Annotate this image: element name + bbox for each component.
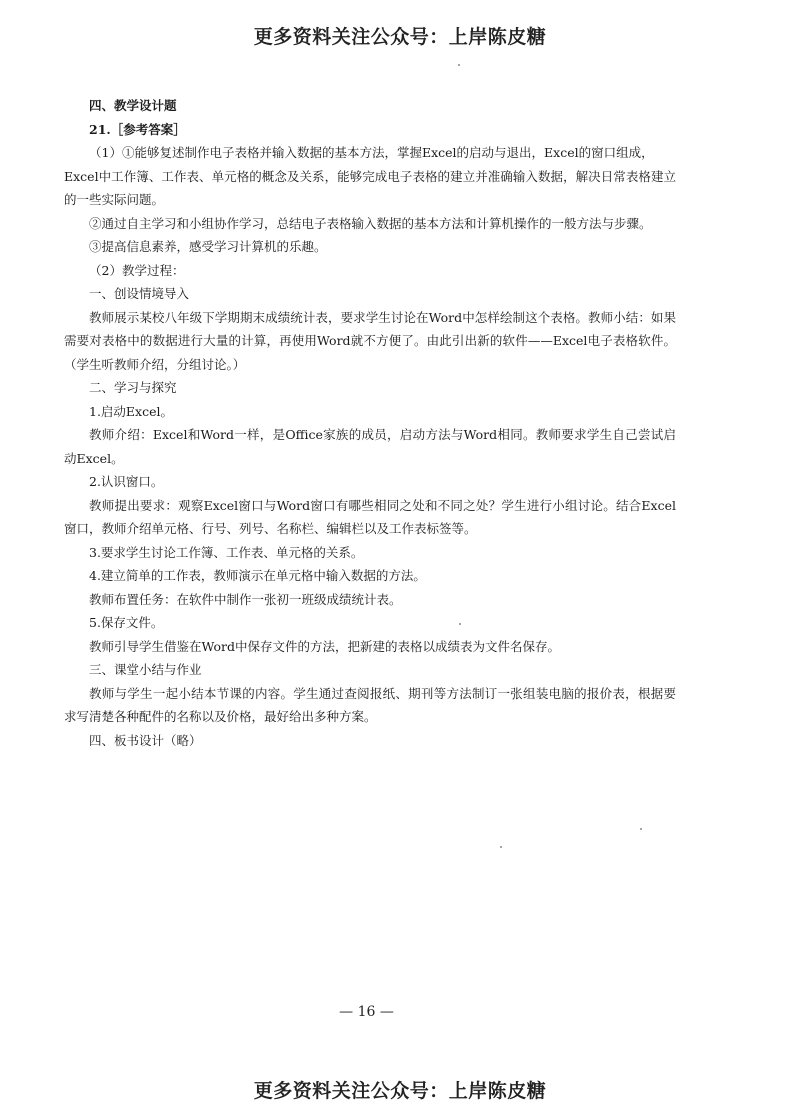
question-label: 21.［参考答案］: [89, 121, 186, 137]
paragraph-objective-1: （1）①能够复述制作电子表格并输入数据的基本方法，掌握Excel的启动与退出，Excel的窗口组成，: [89, 145, 654, 160]
scan-speck: [640, 828, 642, 830]
step-3: 3.要求学生讨论工作簿、工作表、单元格的关系。: [89, 544, 364, 560]
paragraph-intro: 教师展示某校八年级下学期期末成绩统计表，要求学生讨论在Word中怎样绘制这个表格。教师小结：如果需要对表格中的数据进行大量的计算，再使用Word就不方便了。由此引出新的软件——Excel电子表格软件。（学生听教师介绍，分组讨论。）: [64, 309, 676, 372]
step-2: 2.认识窗口。: [89, 474, 164, 489]
header-banner: 更多资料关注公众号：上岸陈皮糖: [253, 26, 547, 48]
paragraph-process-heading: （2）教学过程：: [89, 262, 185, 278]
subheading-summary: 三、课堂小结与作业: [89, 662, 202, 677]
subheading-intro: 一、创设情境导入: [89, 286, 190, 301]
section-title: 四、教学设计题: [89, 98, 177, 113]
paragraph-step-4: 教师布置任务：在软件中制作一张初一班级成绩统计表。: [89, 591, 402, 607]
paragraph-summary: 教师与学生一起小结本节课的内容。学生通过查阅报纸、期刊等方法制订一张组装电脑的报价表，根据要求写清楚各种配件的名称以及价格，最好给出多种方案。: [64, 685, 676, 724]
paragraph-step-5: 教师引导学生借鉴在Word中保存文件的方法，把新建的表格以成绩表为文件名保存。: [89, 638, 561, 654]
step-1: 1.启动Excel。: [89, 403, 173, 419]
footer-banner: 更多资料关注公众号：上岸陈皮糖: [253, 1080, 547, 1102]
paragraph-step-1: 教师介绍：Excel和Word一样，是Office家族的成员，启动方法与Word相同。教师要求学生自己尝试启动Excel。: [64, 427, 676, 466]
document-body: [64, 94, 676, 752]
scan-speck: [458, 64, 460, 66]
step-4: 4.建立简单的工作表，教师演示在单元格中输入数据的方法。: [89, 568, 426, 583]
paragraph-objective-3: ③提高信息素养，感受学习计算机的乐趣。: [89, 239, 327, 254]
page-number: — 16 —: [339, 1004, 394, 1020]
subheading-explore: 二、学习与探究: [89, 380, 177, 395]
step-5: 5.保存文件。: [89, 615, 164, 630]
paragraph-objective-1-cont: Excel中工作簿、工作表、单元格的概念及关系，能够完成电子表格的建立并准确输入数据，解决日常表格建立的一些实际问题。: [64, 168, 676, 207]
paragraph-objective-2: ②通过自主学习和小组协作学习，总结电子表格输入数据的基本方法和计算机操作的一般方法与步骤。: [89, 215, 652, 231]
scan-speck: [459, 623, 461, 625]
subheading-board: 四、板书设计（略）: [89, 732, 202, 748]
paragraph-step-2: 教师提出要求：观察Excel窗口与Word窗口有哪些相同之处和不同之处？学生进行小组讨论。结合Excel窗口，教师介绍单元格、行号、列号、名称栏、编辑栏以及工作表标签等。: [64, 497, 676, 536]
scan-speck: [500, 846, 502, 848]
